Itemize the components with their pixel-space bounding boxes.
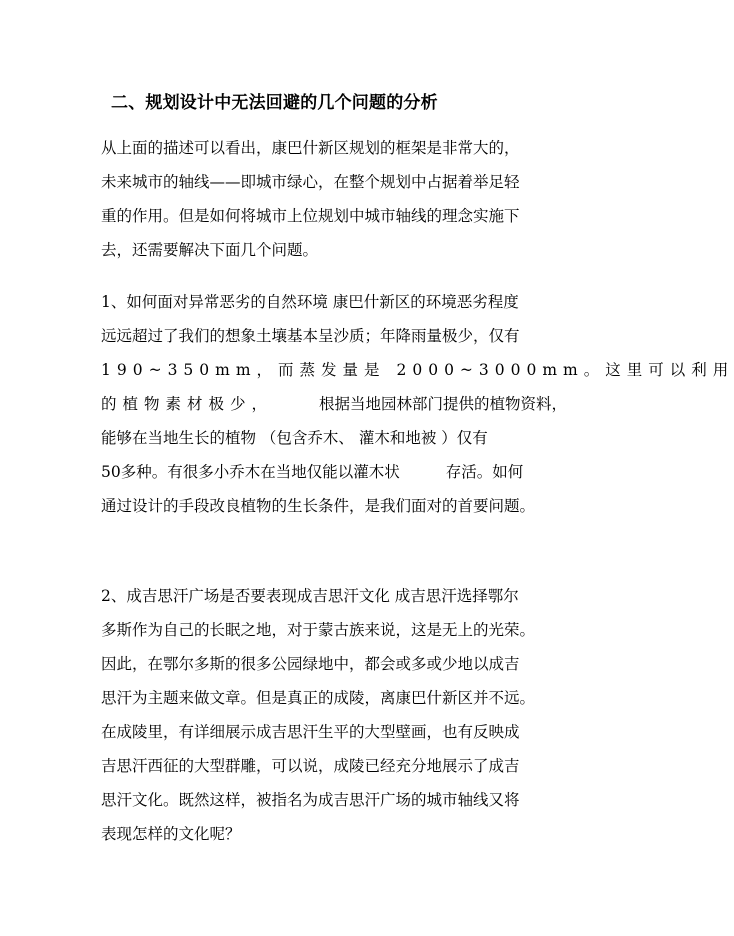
text-line: 1、如何面对异常恶劣的自然环境 康巴什新区的环境恶劣程度 xyxy=(101,293,519,311)
text-line xyxy=(101,387,571,421)
section-heading: 二、规划设计中无法回避的几个问题的分析 xyxy=(111,93,438,113)
text-line: 能够在当地生长的植物 （包含乔木、 灌木和地被 ）仅有 xyxy=(101,429,488,447)
text-line: 190~350mm，而蒸发量是 2000~3000mm。这里可以利用 xyxy=(101,361,734,379)
text-line: 从上面的描述可以看出，康巴什新区规划的框架是非常大的， xyxy=(101,139,520,157)
paragraph-issue-1 xyxy=(101,285,734,523)
paragraph-intro xyxy=(101,131,571,267)
paragraph-issue-2 xyxy=(101,579,571,851)
text-line: 表现怎样的文化呢？ xyxy=(101,825,241,843)
text-line: 未来城市的轴线——即城市绿心，在整个规划中占据着举足轻 xyxy=(101,173,520,191)
text-line: 通过设计的手段改良植物的生长条件，是我们面对的首要问题。 xyxy=(101,497,536,515)
text-line: 重的作用。但是如何将城市上位规划中城市轴线的理念实施下 xyxy=(101,207,520,225)
text-line: 思汗文化。既然这样，被指名为成吉思汗广场的城市轴线又将 xyxy=(101,791,520,809)
text-segment: 的植物素材极少， xyxy=(101,395,274,413)
text-line: 因此，在鄂尔多斯的很多公园绿地中，都会或多或少地以成吉 xyxy=(101,655,520,673)
text-line: 思汗为主题来做文章。但是真正的成陵，离康巴什新区并不远。 xyxy=(101,689,536,707)
text-line: 远远超过了我们的想象土壤基本呈沙质；年降雨量极少，仅有 xyxy=(101,327,520,345)
text-line: 多斯作为自己的长眠之地，对于蒙古族来说，这是无上的光荣。 xyxy=(101,621,536,639)
text-line: 去，还需要解决下面几个问题。 xyxy=(101,241,319,259)
text-segment: 存活。如何 xyxy=(445,463,524,481)
text-line xyxy=(101,455,571,489)
text-line: 吉思汗西征的大型群雕，可以说，成陵已经充分地展示了成吉 xyxy=(101,757,520,775)
text-segment: 根据当地园林部门提供的植物资料， xyxy=(319,395,568,413)
text-line: 2、成吉思汗广场是否要表现成吉思汗文化 成吉思汗选择鄂尔 xyxy=(101,587,519,605)
text-line: 在成陵里，有详细展示成吉思汗生平的大型壁画，也有反映成 xyxy=(101,723,520,741)
text-segment: 50多种。有很多小乔木在当地仅能以灌木状 xyxy=(101,463,400,481)
